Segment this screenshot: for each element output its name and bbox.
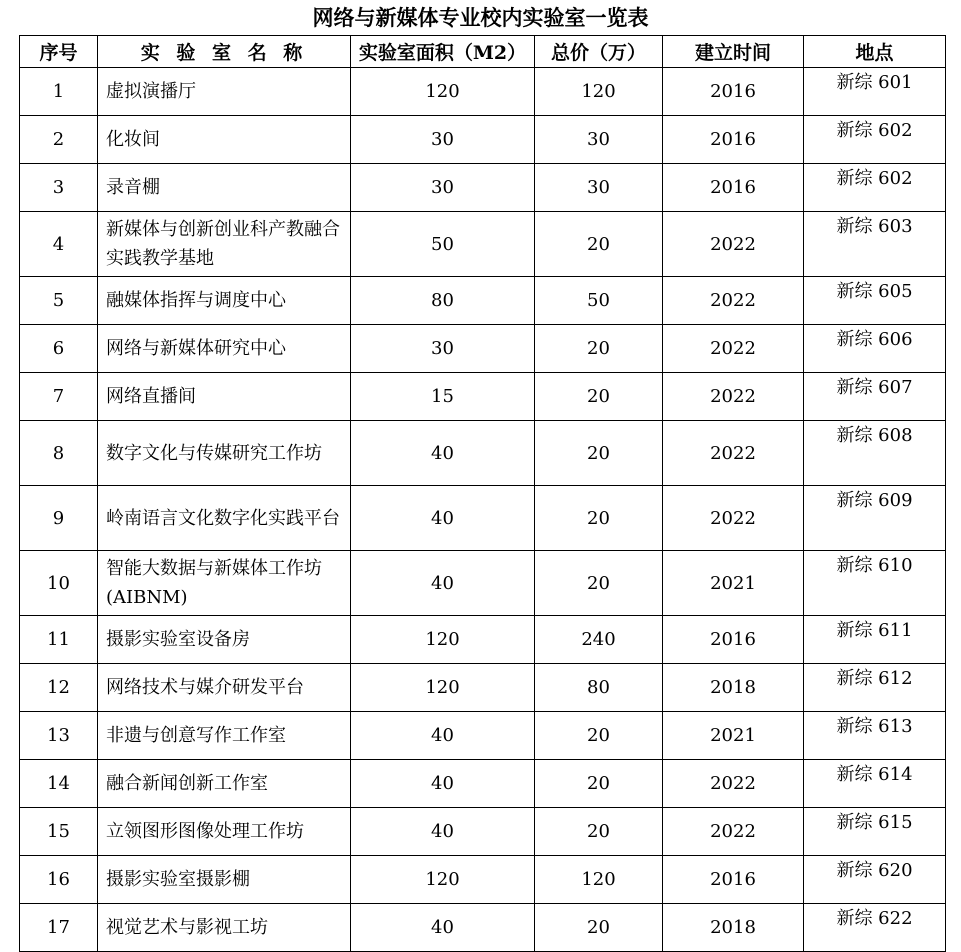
cell-year: 2021 xyxy=(663,551,804,616)
cell-area: 120 xyxy=(351,664,535,712)
cell-name: 化妆间 xyxy=(98,116,351,164)
cell-no: 5 xyxy=(20,277,98,325)
cell-no: 1 xyxy=(20,68,98,116)
cell-price: 20 xyxy=(535,373,663,421)
page-title: 网络与新媒体专业校内实验室一览表 xyxy=(312,5,649,30)
table-row xyxy=(20,212,946,277)
cell-area: 120 xyxy=(351,616,535,664)
table-row xyxy=(20,325,946,373)
cell-year: 2018 xyxy=(663,904,804,952)
table-row xyxy=(20,856,946,904)
cell-price: 80 xyxy=(535,664,663,712)
table-row xyxy=(20,616,946,664)
table-row xyxy=(20,808,946,856)
cell-year: 2016 xyxy=(663,68,804,116)
cell-year: 2022 xyxy=(663,486,804,551)
cell-no: 17 xyxy=(20,904,98,952)
cell-location: 新综 608 xyxy=(804,421,946,486)
cell-area: 40 xyxy=(351,551,535,616)
cell-no: 11 xyxy=(20,616,98,664)
cell-location: 新综 602 xyxy=(804,164,946,212)
cell-name: 新媒体与创新创业科产教融合实践教学基地 xyxy=(98,212,351,277)
cell-area: 80 xyxy=(351,277,535,325)
cell-name: 网络技术与媒介研发平台 xyxy=(98,664,351,712)
cell-location: 新综 610 xyxy=(804,551,946,616)
cell-name: 网络直播间 xyxy=(98,373,351,421)
cell-name: 网络与新媒体研究中心 xyxy=(98,325,351,373)
cell-name: 摄影实验室摄影棚 xyxy=(98,856,351,904)
cell-price: 20 xyxy=(535,904,663,952)
cell-name: 立领图形图像处理工作坊 xyxy=(98,808,351,856)
header-name: 实 验 室 名 称 xyxy=(98,36,351,68)
cell-no: 7 xyxy=(20,373,98,421)
cell-name: 数字文化与传媒研究工作坊 xyxy=(98,421,351,486)
cell-area: 40 xyxy=(351,808,535,856)
cell-area: 40 xyxy=(351,904,535,952)
lab-table xyxy=(19,35,946,952)
cell-area: 40 xyxy=(351,760,535,808)
header-no: 序号 xyxy=(20,36,98,68)
cell-price: 20 xyxy=(535,421,663,486)
cell-no: 16 xyxy=(20,856,98,904)
cell-year: 2022 xyxy=(663,212,804,277)
cell-area: 15 xyxy=(351,373,535,421)
cell-price: 20 xyxy=(535,486,663,551)
cell-location: 新综 620 xyxy=(804,856,946,904)
table-row xyxy=(20,664,946,712)
cell-price: 20 xyxy=(535,808,663,856)
cell-year: 2022 xyxy=(663,325,804,373)
table-row xyxy=(20,277,946,325)
cell-no: 8 xyxy=(20,421,98,486)
table-row xyxy=(20,551,946,616)
cell-price: 240 xyxy=(535,616,663,664)
cell-location: 新综 605 xyxy=(804,277,946,325)
cell-location: 新综 603 xyxy=(804,212,946,277)
cell-price: 20 xyxy=(535,325,663,373)
cell-year: 2022 xyxy=(663,808,804,856)
cell-no: 12 xyxy=(20,664,98,712)
cell-location: 新综 606 xyxy=(804,325,946,373)
cell-year: 2016 xyxy=(663,616,804,664)
cell-price: 50 xyxy=(535,277,663,325)
cell-location: 新综 601 xyxy=(804,68,946,116)
cell-location: 新综 609 xyxy=(804,486,946,551)
header-row xyxy=(20,36,946,68)
cell-year: 2022 xyxy=(663,373,804,421)
cell-area: 30 xyxy=(351,164,535,212)
table-row xyxy=(20,116,946,164)
header-price: 总价（万） xyxy=(535,36,663,68)
header-year: 建立时间 xyxy=(663,36,804,68)
cell-price: 120 xyxy=(535,68,663,116)
cell-name: 智能大数据与新媒体工作坊(AIBNM) xyxy=(98,551,351,616)
cell-price: 20 xyxy=(535,760,663,808)
cell-no: 15 xyxy=(20,808,98,856)
table-row xyxy=(20,712,946,760)
cell-area: 40 xyxy=(351,421,535,486)
cell-year: 2022 xyxy=(663,421,804,486)
cell-name: 岭南语言文化数字化实践平台 xyxy=(98,486,351,551)
cell-no: 9 xyxy=(20,486,98,551)
cell-area: 50 xyxy=(351,212,535,277)
table-row xyxy=(20,760,946,808)
cell-year: 2016 xyxy=(663,164,804,212)
cell-name: 非遗与创意写作工作室 xyxy=(98,712,351,760)
cell-year: 2016 xyxy=(663,856,804,904)
cell-name: 融合新闻创新工作室 xyxy=(98,760,351,808)
cell-area: 40 xyxy=(351,712,535,760)
cell-year: 2022 xyxy=(663,277,804,325)
cell-price: 20 xyxy=(535,712,663,760)
table-row xyxy=(20,68,946,116)
cell-name: 摄影实验室设备房 xyxy=(98,616,351,664)
cell-area: 30 xyxy=(351,116,535,164)
cell-location: 新综 614 xyxy=(804,760,946,808)
table-row xyxy=(20,421,946,486)
cell-price: 30 xyxy=(535,164,663,212)
cell-name: 录音棚 xyxy=(98,164,351,212)
table-row xyxy=(20,904,946,952)
cell-price: 20 xyxy=(535,551,663,616)
cell-no: 10 xyxy=(20,551,98,616)
table-row xyxy=(20,164,946,212)
cell-no: 14 xyxy=(20,760,98,808)
header-area: 实验室面积（M2） xyxy=(351,36,535,68)
header-location: 地点 xyxy=(804,36,946,68)
cell-year: 2021 xyxy=(663,712,804,760)
cell-name: 融媒体指挥与调度中心 xyxy=(98,277,351,325)
cell-area: 30 xyxy=(351,325,535,373)
cell-no: 13 xyxy=(20,712,98,760)
cell-no: 2 xyxy=(20,116,98,164)
cell-year: 2016 xyxy=(663,116,804,164)
cell-location: 新综 607 xyxy=(804,373,946,421)
cell-name: 虚拟演播厅 xyxy=(98,68,351,116)
cell-no: 3 xyxy=(20,164,98,212)
cell-location: 新综 622 xyxy=(804,904,946,952)
cell-year: 2022 xyxy=(663,760,804,808)
cell-area: 40 xyxy=(351,486,535,551)
cell-no: 4 xyxy=(20,212,98,277)
table-row xyxy=(20,373,946,421)
cell-area: 120 xyxy=(351,68,535,116)
cell-location: 新综 602 xyxy=(804,116,946,164)
cell-year: 2018 xyxy=(663,664,804,712)
cell-price: 120 xyxy=(535,856,663,904)
table-row xyxy=(20,486,946,551)
cell-no: 6 xyxy=(20,325,98,373)
cell-location: 新综 613 xyxy=(804,712,946,760)
cell-price: 30 xyxy=(535,116,663,164)
cell-location: 新综 611 xyxy=(804,616,946,664)
cell-location: 新综 612 xyxy=(804,664,946,712)
cell-area: 120 xyxy=(351,856,535,904)
cell-price: 20 xyxy=(535,212,663,277)
cell-name: 视觉艺术与影视工坊 xyxy=(98,904,351,952)
cell-location: 新综 615 xyxy=(804,808,946,856)
